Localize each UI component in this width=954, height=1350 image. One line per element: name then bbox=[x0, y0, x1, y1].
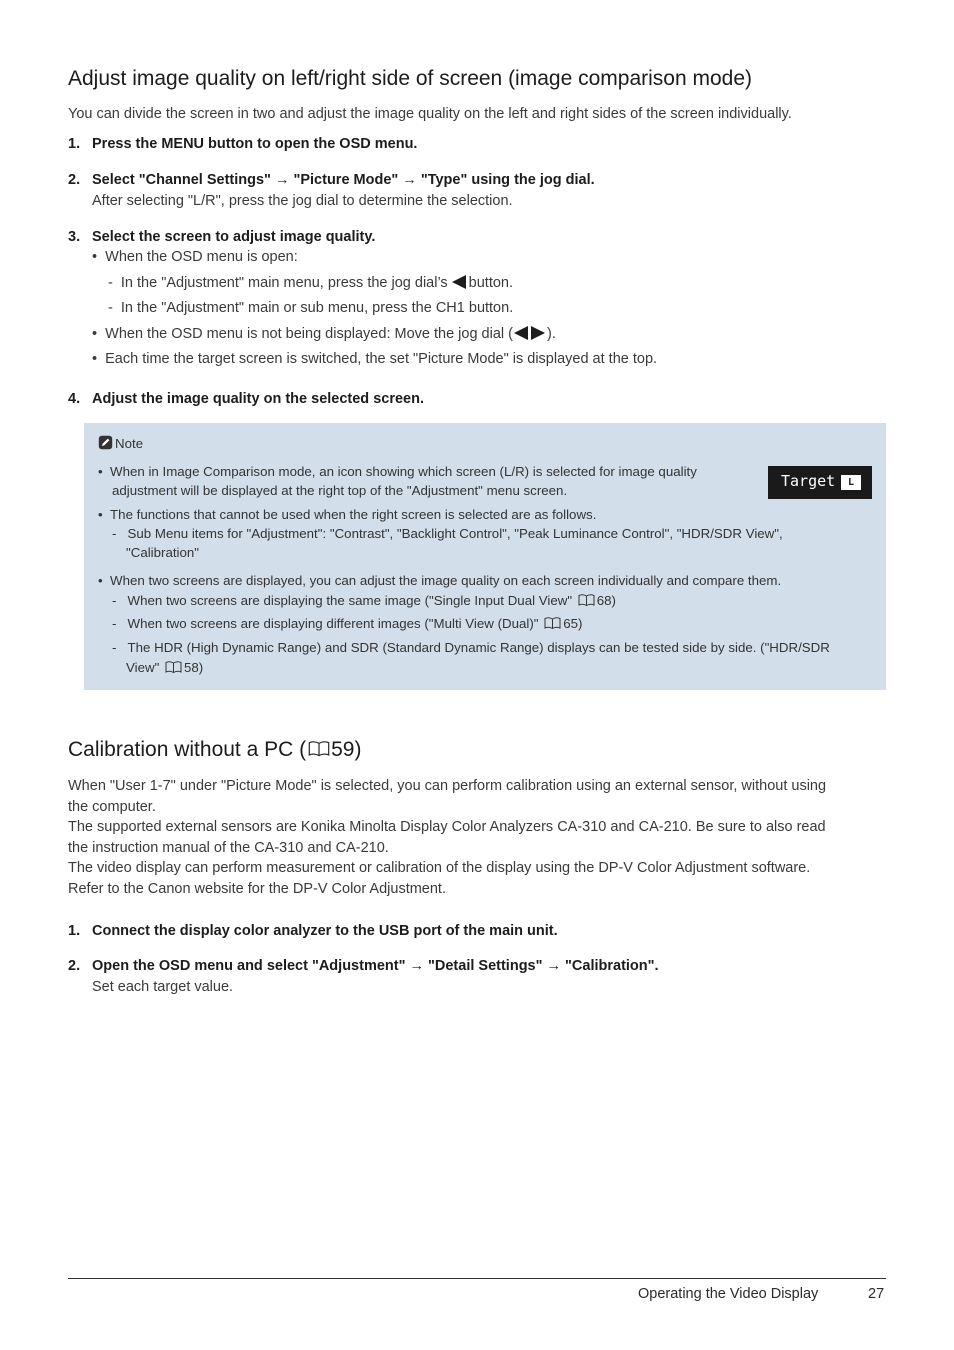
note-dash-hdr-sdr: - The HDR (High Dynamic Range) and SDR (Standard Dynamic Range) displays can be tested side by side. ("HDR/SDR bbox=[112, 640, 830, 655]
paragraph-line: Refer to the Canon website for the DP-V Color Adjustment. bbox=[68, 880, 446, 897]
calibration-paragraph-1 bbox=[68, 776, 826, 899]
section-title-image-comparison: Adjust image quality on left/right side of screen (image comparison mode) bbox=[68, 67, 752, 90]
paragraph-line: the computer. bbox=[68, 798, 156, 815]
bullet-target-switch: • Each time the target screen is switched, the set "Picture Mode" is displayed at the top. bbox=[92, 351, 658, 367]
note-dash-submenu-cont: "Calibration" bbox=[126, 545, 200, 560]
paragraph-line: When "User 1-7" under "Picture Mode" is selected, you can perform calibration using an external sensor, without using bbox=[68, 778, 827, 794]
page-ref: 65) bbox=[563, 616, 583, 631]
book-icon bbox=[544, 617, 561, 629]
calibration-step-2 bbox=[68, 958, 659, 974]
note-text: View" bbox=[126, 660, 160, 675]
step-text: Select "Channel Settings" → "Picture Mode" → "Type" using the jog dial. bbox=[92, 172, 595, 188]
step-text: Press the MENU button to open the OSD menu. bbox=[92, 136, 418, 152]
note-header bbox=[98, 434, 143, 454]
footer-chapter: Operating the Video Display bbox=[638, 1286, 819, 1302]
step-text: Select the screen to adjust image quality. bbox=[92, 229, 376, 245]
note-bullet-1-cont: adjustment will be displayed at the right top of the "Adjustment" menu screen. bbox=[112, 483, 568, 498]
note-dash-same-image: - When two screens are displaying the same image ("Single Input Dual View" 68) bbox=[112, 593, 616, 608]
step-3 bbox=[68, 229, 375, 245]
page-ref: 68) bbox=[596, 593, 616, 608]
step-1 bbox=[68, 136, 417, 152]
dash-text: In the "Adjustment" main or sub menu, press the CH1 button. bbox=[120, 300, 514, 316]
book-icon bbox=[308, 740, 330, 757]
bullet-osd-hidden: • When the OSD menu is not being displayed: Move the jog dial ( ). bbox=[92, 326, 556, 342]
dash-text-end: button. bbox=[468, 275, 514, 291]
note-text: When in Image Comparison mode, an icon showing which screen (L/R) is selected for image quality bbox=[110, 464, 697, 479]
step-number: 3. bbox=[68, 229, 81, 245]
triangle-right-icon bbox=[531, 326, 545, 340]
paragraph-line: The video display can perform measurement or calibration of the display using the DP-V Color Adjustment software. bbox=[68, 860, 811, 876]
note-pencil-icon bbox=[98, 435, 113, 450]
calibration-step-2-detail: Set each target value. bbox=[92, 979, 234, 995]
page-ref: 59) bbox=[331, 738, 362, 761]
step-number: 2. bbox=[68, 172, 81, 188]
bullet-text: When the OSD menu is open: bbox=[105, 249, 298, 265]
page-number: 27 bbox=[868, 1286, 885, 1302]
step-4 bbox=[68, 391, 424, 407]
note-text: The HDR (High Dynamic Range) and SDR (Standard Dynamic Range) displays can be tested side by side. ("HDR/SDR bbox=[127, 640, 830, 655]
step-text: Connect the display color analyzer to the USB port of the main unit. bbox=[92, 923, 558, 939]
bullet-osd-open: • When the OSD menu is open: bbox=[92, 249, 298, 265]
target-indicator-image bbox=[768, 466, 872, 499]
note-text: When two screens are displayed, you can adjust the image quality on each screen individually and compare them. bbox=[110, 573, 782, 588]
step-text: Adjust the image quality on the selected screen. bbox=[92, 391, 424, 407]
section-intro: You can divide the screen in two and adjust the image quality on the left and right sides of the screen individually. bbox=[68, 106, 792, 122]
paragraph-line: the instruction manual of the CA-310 and CA-210. bbox=[68, 839, 389, 856]
step-number: 4. bbox=[68, 391, 81, 407]
step-2-detail: After selecting "L/R", press the jog dial to determine the selection. bbox=[92, 193, 513, 209]
book-icon bbox=[578, 594, 595, 606]
paragraph-line: The supported external sensors are Konika Minolta Display Color Analyzers CA-310 and CA-210. Be sure to also read bbox=[68, 819, 826, 835]
note-dash-hdr-sdr-cont bbox=[126, 658, 203, 678]
note-text: When two screens are displaying the same image ("Single Input Dual View" bbox=[127, 593, 573, 608]
calibration-step-1 bbox=[68, 923, 558, 939]
note-label: Note bbox=[115, 436, 144, 451]
note-bullet-3: • When two screens are displayed, you can adjust the image quality on each screen individually and compare them. bbox=[98, 573, 782, 588]
note-bullet-2: • The functions that cannot be used when the right screen is selected are as follows. bbox=[98, 507, 597, 522]
triangle-left-icon bbox=[452, 275, 466, 289]
dash-adjustment-sub: - In the "Adjustment" main or sub menu, press the CH1 button. bbox=[108, 300, 514, 316]
section-title-calibration bbox=[68, 738, 361, 762]
note-text: The functions that cannot be used when the right screen is selected are as follows. bbox=[110, 507, 597, 522]
note-dash-submenu: - Sub Menu items for "Adjustment": "Contrast", "Backlight Control", "Peak Luminance Control", "HDR/SDR View", bbox=[112, 526, 783, 541]
step-number: 2. bbox=[68, 958, 81, 974]
bullet-text: Each time the target screen is switched, the set "Picture Mode" is displayed at the top. bbox=[105, 351, 658, 367]
note-dash-different-images: - When two screens are displaying different images ("Multi View (Dual)" 65) bbox=[112, 616, 583, 631]
step-number: 1. bbox=[68, 136, 81, 152]
bullet-text: When the OSD menu is not being displayed: Move the jog dial ( bbox=[105, 326, 513, 342]
note-text: When two screens are displaying different images ("Multi View (Dual)" bbox=[127, 616, 539, 631]
dash-adjustment-main: - In the "Adjustment" main menu, press the jog dial’s button. bbox=[108, 275, 514, 291]
dash-text: In the "Adjustment" main menu, press the jog dial’s bbox=[120, 275, 448, 291]
step-2 bbox=[68, 172, 595, 188]
footer-rule bbox=[68, 1278, 886, 1279]
target-label: Target bbox=[781, 472, 836, 490]
triangle-left-icon bbox=[514, 326, 528, 340]
note-text: Sub Menu items for "Adjustment": "Contrast", "Backlight Control", "Peak Luminance Control", "HDR/SDR View", bbox=[127, 526, 783, 541]
bullet-text-end: ). bbox=[546, 326, 556, 342]
book-icon bbox=[165, 661, 182, 673]
target-badge: L bbox=[841, 475, 861, 490]
step-text: Open the OSD menu and select "Adjustment" → "Detail Settings" → "Calibration". bbox=[92, 958, 659, 974]
note-bullet-1: • When in Image Comparison mode, an icon showing which screen (L/R) is selected for image quality bbox=[98, 464, 697, 479]
title-text: Calibration without a PC ( bbox=[68, 738, 307, 761]
step-number: 1. bbox=[68, 923, 81, 939]
page-ref: 58) bbox=[184, 660, 204, 675]
